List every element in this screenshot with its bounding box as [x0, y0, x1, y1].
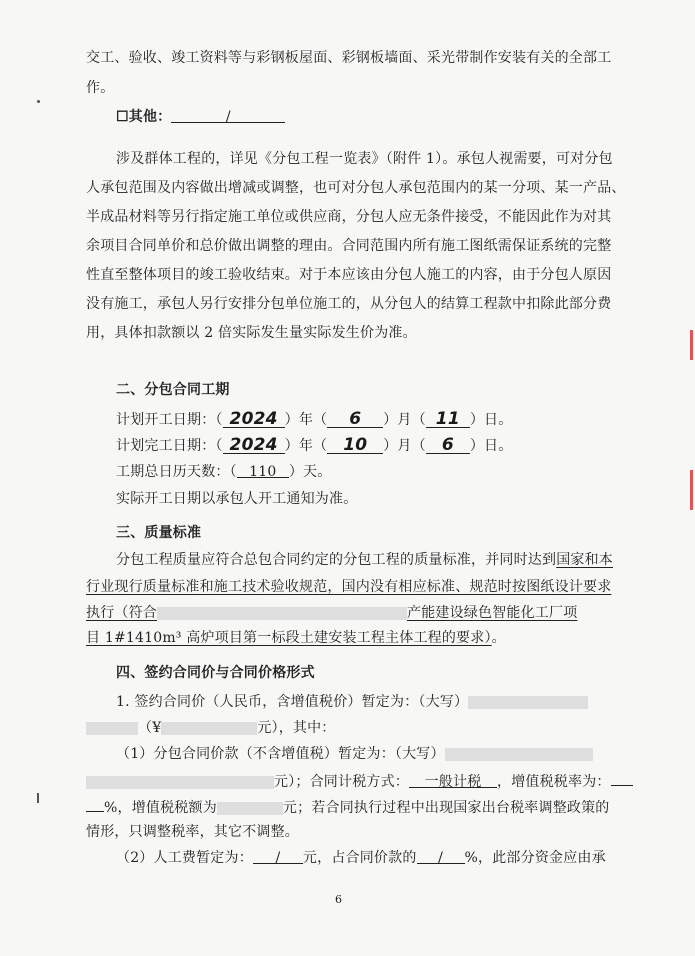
scan-edge-mark: [690, 470, 693, 510]
plan-end-year: 2024: [223, 437, 285, 454]
subcontract-price-line-3: [86, 797, 610, 817]
scope-line-2: 作。: [86, 80, 115, 96]
day-unit: 日。: [484, 438, 513, 454]
quality-line-1-text: 分包工程质量应符合总包合同约定的分包工程的质量标准，并同时达到: [116, 552, 557, 568]
labor-cost-line: [116, 849, 606, 867]
redacted-block: [445, 748, 593, 761]
quality-line-2: 行业现行质量标准和施工技术验收规范，国内没有相应标准、规范时按图纸设计要求: [86, 579, 612, 595]
year-unit: 年: [298, 412, 314, 428]
subcontract-price-line-2: [86, 771, 633, 791]
tax-rate-value: [611, 771, 633, 786]
plan-start-line: 计划开工日期：（ 2024 ）年（ 6 ）月（ 11 ）日。: [116, 409, 513, 429]
para1-line-3: 半成品材料等另行指定施工单位或供应商，分包人应无条件接受，不能因此作为对其: [86, 209, 612, 225]
plan-start-month: 6: [327, 411, 383, 428]
contract-price-yen: （¥: [138, 720, 162, 736]
subcontract-price-line-4: 情形，只调整税率，其它不调整。: [86, 824, 299, 840]
redacted-block: [157, 607, 407, 620]
quality-line-3: [86, 604, 577, 622]
contract-price-line-1: [116, 693, 588, 711]
para1-line-6: 没有施工，承包人另行安排分包单位施工的，从分包人的结算工程款中扣除此部分费: [86, 296, 612, 312]
other-line: [116, 108, 285, 126]
quality-line-3-text: 执行（符合: [86, 605, 157, 621]
actual-start-note: 实际开工日期以承包人开工通知为准。: [116, 491, 358, 507]
redacted-block: [217, 802, 283, 815]
quality-line-4: [86, 629, 506, 647]
month-unit: 月: [397, 412, 412, 428]
plan-start-year: 2024: [223, 411, 285, 428]
duration-unit: 天。: [303, 464, 332, 480]
para1-line-1: 涉及群体工程的，详见《分包工程一览表》（附件 1）。承包人视需要，可对分包: [116, 151, 613, 167]
scan-speck: [37, 100, 40, 103]
quality-line-1: [116, 551, 613, 569]
subcontract-price-label: （1）分包合同价款（不含增值税）暂定为：（大写）: [116, 746, 445, 762]
redacted-block: [86, 776, 274, 789]
redacted-block: [468, 696, 588, 709]
tax-method-value: 一般计税: [409, 773, 497, 788]
plan-start-label: 计划开工日期：: [116, 412, 216, 428]
tax-rate-label: ，增值税税率为：: [497, 774, 611, 790]
tax-rate-blank: [86, 797, 104, 812]
tax-method-label: 元）；合同计税方式：: [274, 774, 409, 790]
month-unit: 月: [397, 438, 412, 454]
para1-line-2: 人承包范围及内容做出增减或调整，也可对分包人承包范围内的某一分项、某一产品、: [86, 180, 626, 196]
labor-cost-value: /: [253, 849, 303, 864]
section4-heading: 四、签约合同价与合同价格形式: [116, 665, 315, 681]
duration-line: 工期总日历天数：（ 110 ）天。: [116, 464, 332, 480]
contract-price-line-2: [86, 719, 336, 737]
plan-end-label: 计划完工日期：: [116, 438, 216, 454]
section3-heading: 三、质量标准: [116, 525, 202, 541]
labor-cost-share-label: 元，占合同价款的: [302, 850, 417, 866]
para1-line-7: 用，具体扣款额以 2 倍实际发生量实际发生价为准。: [86, 325, 417, 341]
scan-speck: [37, 793, 39, 803]
para1-line-4: 余项目合同单价和总价做出调整的理由。合同范围内所有施工图纸需保证系统的完整: [86, 238, 612, 254]
other-label: ☐其他：: [116, 109, 172, 125]
redacted-block: [161, 722, 257, 735]
quality-line-3-tail: 产能建设绿色智能化工厂项: [407, 605, 578, 621]
scan-edge-mark: [690, 330, 693, 360]
contract-price-tail: 元），其中：: [257, 720, 336, 736]
labor-cost-tail: %，此部分资金应由承: [464, 850, 606, 866]
section2-heading: 二、分包合同工期: [116, 382, 230, 398]
other-value: /: [171, 108, 285, 123]
duration-value: 110: [237, 463, 289, 478]
plan-end-month: 10: [327, 437, 383, 454]
labor-cost-label: （2）人工费暂定为：: [116, 850, 253, 866]
quality-line-4-text: 目 1#1410m³ 高炉项目第一标段土建安装工程主体工程的要求）: [86, 630, 492, 646]
subcontract-price-line-1: [116, 745, 593, 763]
duration-label: 工期总日历天数：: [116, 464, 230, 480]
redacted-block: [86, 722, 138, 735]
para1-line-5: 性直至整体项目的竣工验收结束。对于本应该由分包人施工的内容，由于分包人原因: [86, 267, 612, 283]
plan-end-line: 计划完工日期：（ 2024 ）年（ 10 ）月（ 6 ）日。: [116, 435, 513, 455]
year-unit: 年: [298, 438, 314, 454]
page-number: 6: [335, 893, 342, 906]
plan-end-day: 6: [426, 437, 470, 454]
quality-line-1-underlined: 国家和本: [556, 552, 614, 568]
contract-price-label: 1. 签约合同价（人民币，含增值税价）暂定为：（大写）: [116, 694, 469, 710]
scope-line-1: 交工、验收、竣工资料等与彩钢板屋面、彩钢板墙面、采光带制作安装有关的全部工: [86, 50, 612, 66]
vat-tail: 元；若合同执行过程中出现国家出台税率调整政策的: [282, 800, 610, 816]
vat-label: %，增值税税额为: [104, 800, 217, 816]
quality-line-4-end: 。: [491, 630, 506, 646]
labor-cost-share-value: /: [417, 849, 465, 864]
plan-start-day: 11: [426, 411, 470, 428]
day-unit: 日。: [484, 412, 513, 428]
